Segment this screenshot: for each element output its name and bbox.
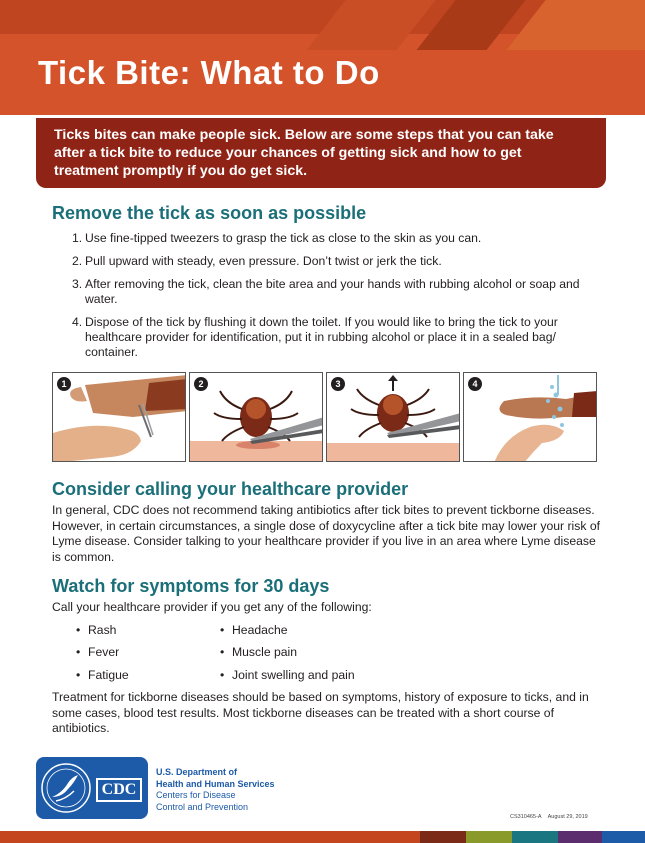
list-item: 2. Pull upward with steady, even pressure. Don’t twist or jerk the tick.: [72, 254, 442, 268]
illustration-panels: [52, 372, 598, 462]
hhs-seal-icon: [36, 757, 96, 819]
cdc-wordmark: CDC: [96, 778, 142, 802]
step-badge: 2: [194, 377, 208, 391]
tweezers-on-arm-illustration: [53, 373, 186, 462]
list-item: 4. Dispose of the tick by flushing it down the toilet. If you would like to bring the tick to your healthcare provider for identification, put it in rubbing alcohol or place it in a sealed bag/ container.: [72, 315, 558, 359]
removal-steps: [72, 231, 607, 368]
step-badge: 3: [331, 377, 345, 391]
footer-color-bar: [602, 831, 645, 843]
page-title: Tick Bite: What to Do: [38, 54, 380, 91]
footer-color-bar: [466, 831, 512, 843]
tweezers-grasping-tick-illustration: [190, 373, 323, 462]
list-item: • Joint swelling and pain: [220, 668, 355, 682]
remove-tick-heading: Remove the tick as soon as possible: [52, 203, 367, 223]
pulling-tick-upward-illustration: [327, 373, 460, 462]
footer-color-bar: [0, 831, 420, 843]
footer-color-bar: [558, 831, 602, 843]
title-banner: [0, 0, 645, 115]
list-item: • Fatigue: [76, 668, 129, 682]
list-item: • Rash: [76, 623, 117, 637]
agency-name: U.S. Department of Health and Human Services Centers for Disease Control and Prevention: [156, 767, 275, 812]
illustration-panel-1: [52, 372, 186, 462]
illustration-panel-2: [189, 372, 323, 462]
washing-hands-illustration: [464, 373, 597, 462]
footer-color-bar: [420, 831, 466, 843]
intro-box: Ticks bites can make people sick. Below are some steps that you can take after a tick bite to reduce your chances of getting sick and how to get treatment promptly if you do get sick.: [36, 118, 606, 188]
list-item: • Headache: [220, 623, 288, 637]
footer-color-bar: [512, 831, 558, 843]
illustration-panel-4: [463, 372, 597, 462]
step-badge: 1: [57, 377, 71, 391]
list-item: • Muscle pain: [220, 645, 298, 659]
cdc-logo: [36, 757, 148, 819]
list-item: 3. After removing the tick, clean the bite area and your hands with rubbing alcohol or soap and water.: [72, 277, 580, 306]
list-item: • Fever: [76, 645, 120, 659]
consider-provider-body: In general, CDC does not recommend taking antibiotics after tick bites to prevent tickborne diseases. However, in certain circumstances, a single dose of doxycycline after a tick bite may lower your risk of Lyme disease. Consider talking to your healthcare provider if you live in an area where Lyme disease is common.: [52, 503, 600, 564]
treatment-note: Treatment for tickborne diseases should be based on symptoms, history of exposure to ticks, and in some cases, blood test results. Most tickborne diseases can be treated with a short course of antibiotics.: [52, 690, 589, 735]
list-item: 1. Use fine-tipped tweezers to grasp the tick as close to the skin as you can.: [72, 231, 482, 245]
watch-symptoms-intro: Call your healthcare provider if you get any of the following:: [52, 600, 372, 614]
illustration-panel-3: [326, 372, 460, 462]
document-id: CS310465-A August 29, 2019: [510, 814, 588, 820]
consider-provider-heading: Consider calling your healthcare provider: [52, 479, 409, 499]
step-badge: 4: [468, 377, 482, 391]
watch-symptoms-heading: Watch for symptoms for 30 days: [52, 576, 330, 596]
